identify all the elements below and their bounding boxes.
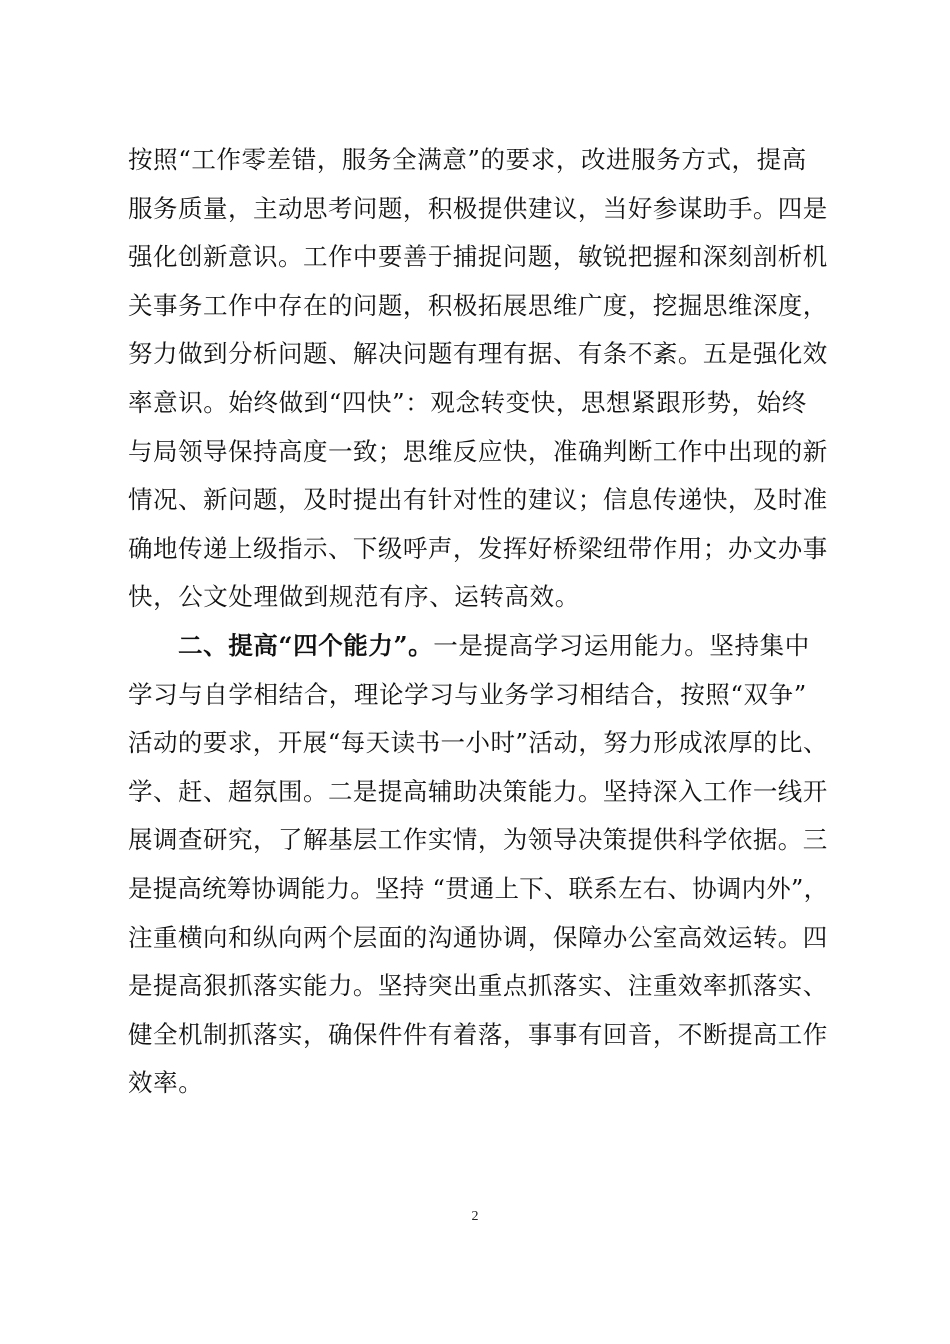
text-line: 效率。 [128, 1068, 204, 1098]
paragraph-2 [128, 622, 828, 1108]
text-line: 健全机制抓落实，确保件件有着落，事事有回音，不断提高工作 [128, 1019, 828, 1049]
text-line: 注重横向和纵向两个层面的沟通协调，保障办公室高效运转。四 [128, 922, 828, 952]
text-line: 努力做到分析问题、解决问题有理有据、有条不紊。五是强化效 [128, 339, 828, 369]
page-number: 2 [471, 1209, 479, 1224]
text-line: 快，公文处理做到规范有序、运转高效。 [128, 582, 580, 612]
text-line: 按照“工作零差错，服务全满意”的要求，改进服务方式，提高 [128, 145, 807, 174]
text-line: 是提高统筹协调能力。坚持 “贯通上下、联系左右、协调内外”， [128, 873, 829, 903]
text-run: 一是提高学习运用能力。坚持集中 [433, 630, 810, 660]
section-heading: 二、提高“四个能力”。 [178, 630, 434, 660]
text-line: 是提高狠抓落实能力。坚持突出重点抓落实、注重效率抓落实、 [128, 971, 828, 1001]
text-line: 强化创新意识。工作中要善于捕捉问题，敏锐把握和深刻剖析机 [128, 242, 828, 272]
paragraph-1 [128, 136, 828, 622]
text-line: 关事务工作中存在的问题，积极拓展思维广度，挖掘思维深度， [128, 290, 828, 320]
text-line: 展调查研究，了解基层工作实情，为领导决策提供科学依据。三 [128, 825, 828, 855]
text-line: 确地传递上级指示、下级呼声，发挥好桥梁纽带作用；办文办事 [128, 533, 828, 563]
text-line: 与局领导保持高度一致；思维反应快，准确判断工作中出现的新 [128, 436, 828, 466]
text-line: 率意识。始终做到“四快”：观念转变快，思想紧跟形势，始终 [128, 387, 807, 417]
text-line: 情况、新问题，及时提出有针对性的建议；信息传递快，及时准 [128, 485, 828, 515]
text-line: 活动的要求，开展“每天读书一小时”活动，努力形成浓厚的比、 [128, 728, 828, 758]
text-line: 学、赶、超氛围。二是提高辅助决策能力。坚持深入工作一线开 [128, 776, 828, 806]
text-line: 学习与自学相结合，理论学习与业务学习相结合，按照“双争” [128, 679, 807, 709]
paragraph-first-line [128, 622, 828, 671]
document-body [128, 136, 828, 1108]
text-line: 服务质量，主动思考问题，积极提供建议，当好参谋助手。四是 [128, 193, 828, 223]
